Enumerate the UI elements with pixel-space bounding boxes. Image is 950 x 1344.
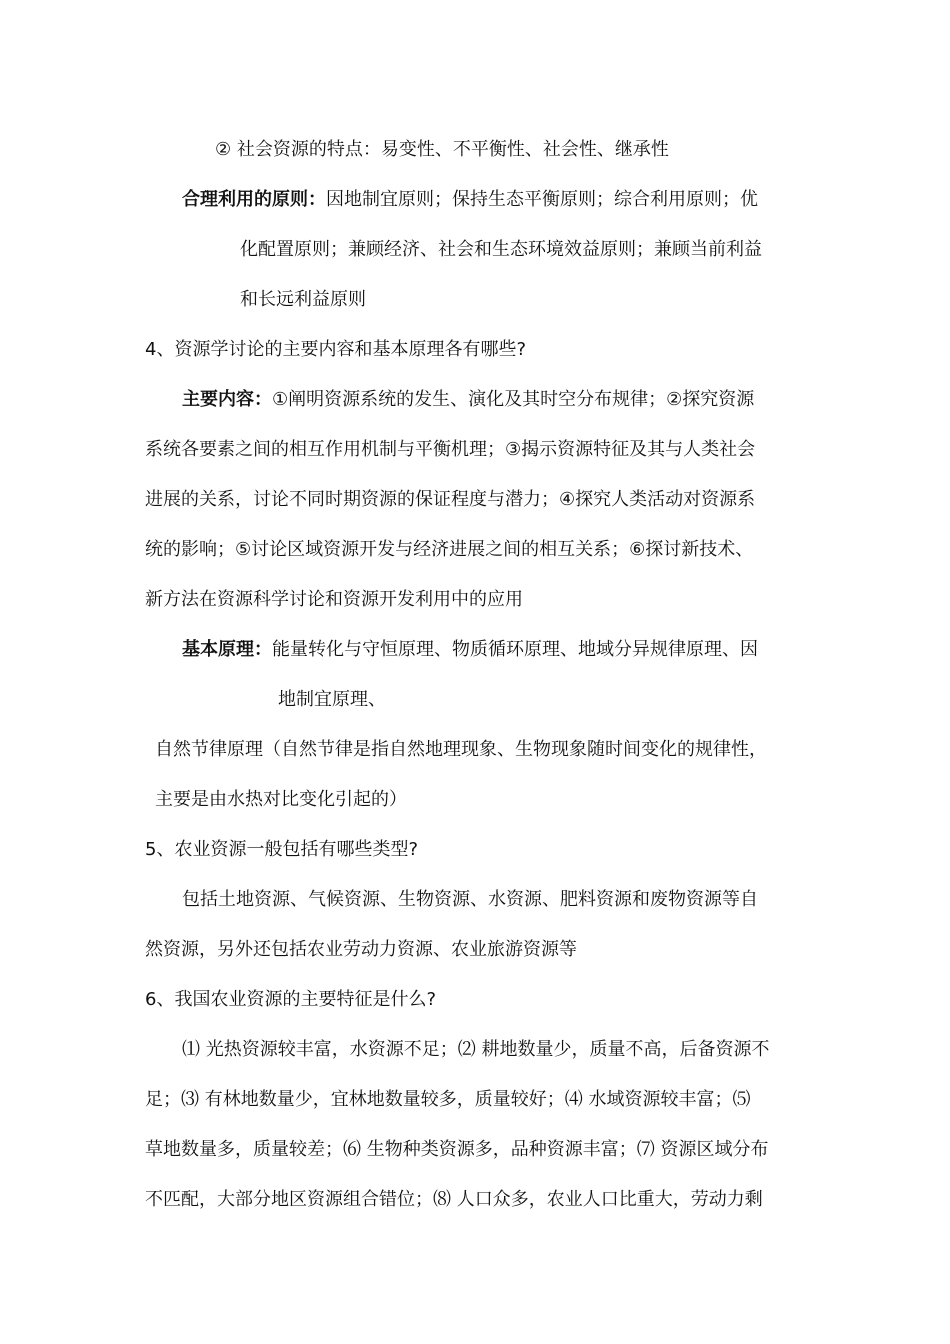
answer-6-line-1: ⑴ 光热资源较丰富，水资源不足；⑵ 耕地数量少，质量不高，后备资源不 — [182, 1039, 770, 1060]
basic-principles-heading: 基本原理： — [182, 639, 272, 660]
rational-use-principles-cont-2: 和长远利益原则 — [240, 289, 366, 310]
main-content-cont-2: 进展的关系，讨论不同时期资源的保证程度与潜力；④探究人类活动对资源系 — [145, 489, 756, 510]
answer-5-line-1: 包括土地资源、气候资源、生物资源、水资源、肥料资源和废物资源等自 — [182, 889, 758, 910]
main-content-cont-1: 系统各要素之间的相互作用机制与平衡机理；③揭示资源特征及其与人类社会 — [145, 439, 756, 460]
main-content-heading: 主要内容： — [182, 389, 272, 410]
natural-rhythm-line: 自然节律原理（自然节律是指自然地理现象、生物现象随时间变化的规律性， — [155, 739, 767, 760]
question-6: 6、我国农业资源的主要特征是什么? — [145, 989, 437, 1010]
main-content-line — [182, 387, 754, 413]
answer-6-line-4: 不匹配，大部分地区资源组合错位；⑻ 人口众多，农业人口比重大，劳动力剩 — [145, 1189, 763, 1210]
answer-6-line-3: 草地数量多，质量较差；⑹ 生物种类资源多，品种资源丰富；⑺ 资源区域分布 — [145, 1139, 769, 1160]
natural-rhythm-cont: 主要是由水热对比变化引起的） — [155, 789, 407, 810]
rational-use-principles-text: 因地制宜原则；保持生态平衡原则；综合利用原则；优 — [326, 189, 758, 210]
main-content-text: ①阐明资源系统的发生、演化及其时空分布规律；②探究资源 — [272, 389, 755, 410]
question-5: 5、农业资源一般包括有哪些类型? — [145, 839, 419, 860]
question-4: 4、资源学讨论的主要内容和基本原理各有哪些? — [145, 339, 527, 360]
basic-principles-line — [182, 637, 758, 663]
rational-use-principles-cont-1: 化配置原则；兼顾经济、社会和生态环境效益原则；兼顾当前利益 — [240, 239, 762, 260]
basic-principles-text: 能量转化与守恒原理、物质循环原理、地域分异规律原理、因 — [272, 639, 758, 660]
answer-6-line-2: 足；⑶ 有林地数量少，宜林地数量较多，质量较好；⑷ 水域资源较丰富；⑸ — [145, 1089, 751, 1110]
rational-use-principles-heading: 合理利用的原则： — [182, 189, 326, 210]
answer-5-line-2: 然资源，另外还包括农业劳动力资源、农业旅游资源等 — [145, 939, 577, 960]
main-content-cont-4: 新方法在资源科学讨论和资源开发利用中的应用 — [145, 589, 523, 610]
social-resource-features-line: ② 社会资源的特点：易变性、不平衡性、社会性、继承性 — [215, 139, 669, 160]
main-content-cont-3: 统的影响；⑤讨论区域资源开发与经济进展之间的相互关系；⑥探讨新技术、 — [145, 539, 754, 560]
basic-principles-cont-1: 地制宜原理、 — [278, 689, 386, 710]
rational-use-principles-line — [182, 187, 758, 213]
